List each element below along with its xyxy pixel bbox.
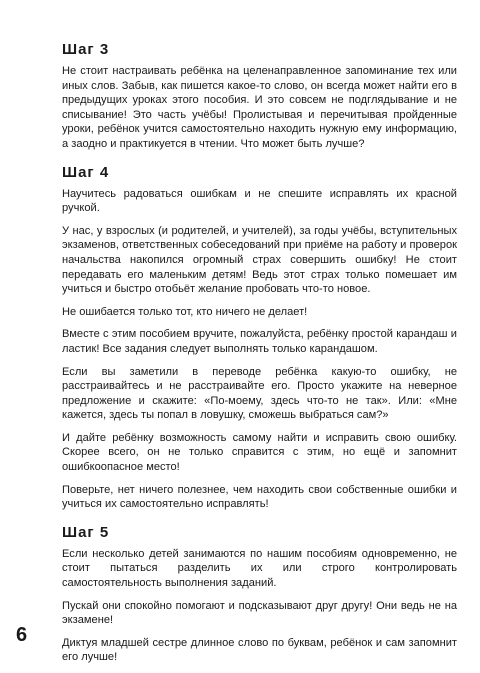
step-5-heading: Шаг 5 [62, 523, 110, 541]
step-4-paragraph-4: Вместе с этим пособием вручите, пожалуйста, ребёнку простой карандаш и ластик! Все задания следует выполнять только карандашом. [62, 328, 457, 355]
step-4-paragraph-2: У нас, у взрослых (и родителей, и учителей), за годы учёбы, вступительных экзаменов, ответственных собеседований при приёме на работу и проверок начальства накопился огромный страх совершить ошибку! Не стоит передавать его маленьким детям! Ведь этот страх только помешает им учиться и быстро отобьёт желание пробовать что-то новое. [62, 224, 457, 296]
step-4-paragraph-1: Научитесь радоваться ошибкам и не спешите исправлять их красной ручкой. [62, 187, 457, 215]
page-number: 6 [16, 624, 28, 646]
step-4-paragraph-7: Поверьте, нет ничего полезнее, чем находить свои собственные ошибки и учиться их самостоятельно исправлять! [62, 483, 457, 511]
step-4-paragraph-5: Если вы заметили в переводе ребёнка какую-то ошибку, не расстраивайтесь и не расстраивайте его. Просто укажите на неверное предложение и скажите: «По-моему, здесь что-то не так». Или: «Мне кажется, здесь ты попал в ловушку, сможешь выбраться сам?» [62, 365, 457, 422]
step-5-paragraph-1: Если несколько детей занимаются по нашим пособиям одновременно, не стоит пытаться разделить их или строго контролировать самостоятельность выполнения заданий. [62, 547, 457, 590]
step-4-heading: Шаг 4 [62, 163, 110, 181]
page-content [62, 40, 457, 673]
step-3-heading: Шаг 3 [62, 41, 110, 58]
step-4-paragraph-3: Не ошибается только тот, кто ничего не делает! [62, 305, 308, 318]
step-5-paragraph-2: Пускай они спокойно помогают и подсказывают друг другу! Они ведь не на экзамене! [62, 599, 457, 627]
step-3-paragraph-1: Не стоит настраивать ребёнка на целенаправленное запоминание тех или иных слов. Забыв, как пишется какое-то слово, он всегда может найти его в предыдущих уроках этого пособия. И это совсем не подглядывание и не списывание! Это часть учёбы! Пролистывая и перечитывая пройденные уроки, ребёнок учится самостоятельно находить нужную ему информацию, а заодно и практикуется в чтении. Что может быть лучше? [62, 65, 457, 150]
step-4-paragraph-6: И дайте ребёнку возможность самому найти и исправить свою ошибку. Скорее всего, он не только справится с этим, но ещё и запомнит ошибкоопасное место! [62, 431, 457, 474]
step-5-paragraph-3: Диктуя младшей сестре длинное слово по буквам, ребёнок и сам запомнит его лучше! [62, 636, 457, 664]
